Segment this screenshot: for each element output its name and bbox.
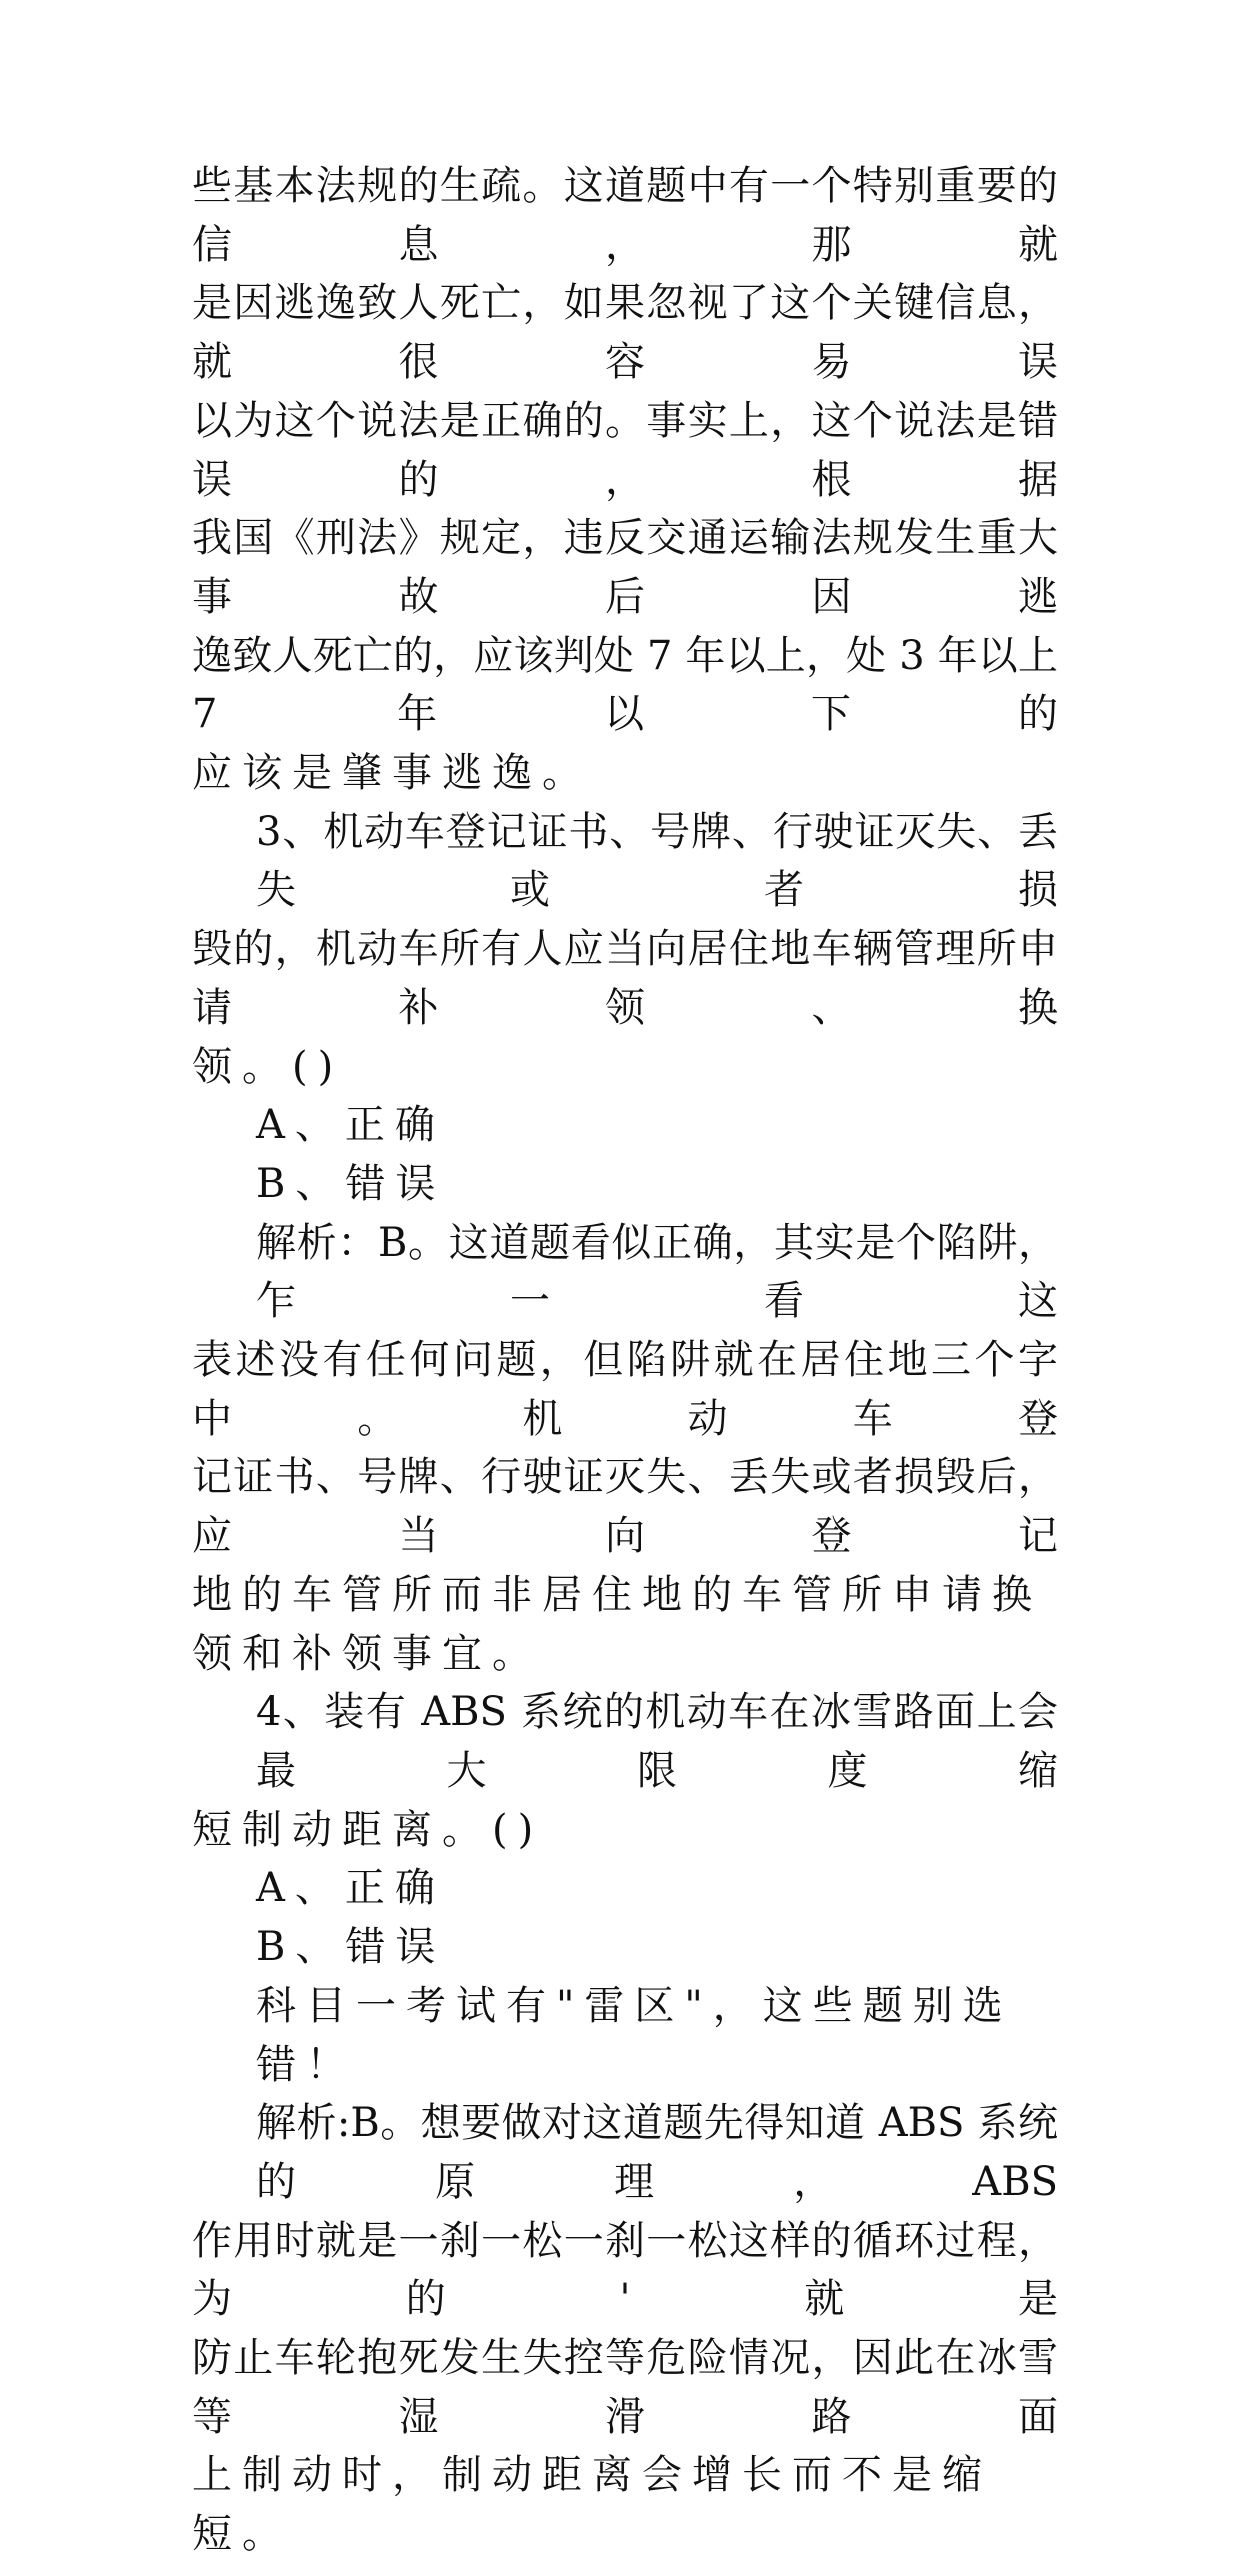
text-line: 记证书、号牌、行驶证灭失、丢失或者损毁后，应当向登记 [192,1454,1058,1560]
option-a: A、正确 [256,1102,445,1149]
text-line: 毁的，机动车所有人应当向居住地车辆管理所申请补领、换 [192,926,1058,1031]
analysis-4: 解析:B。想要做对这道题先得知道 ABS 系统的原理，ABS [256,2100,1058,2205]
text-line: 地的车管所而非居住地的车管所申请换领和补领事宜。 [192,1571,1042,1677]
text-line: 逸致人死亡的，应该判处 7 年以上，处 3 年以上 7 年以下的 [192,632,1058,738]
text-line: 些基本法规的生疏。这道题中有一个特别重要的信息，那就 [192,163,1058,268]
document-page [192,157,1058,2564]
text-line: 短制动距离。() [192,1806,544,1853]
text-line: 领。() [192,1043,344,1090]
text-line: 防止车轮抱死发生失控等危险情况，因此在冰雪等湿滑路面 [192,2335,1058,2440]
text-line: 作用时就是一刹一松一刹一松这样的循环过程，为的'就是 [192,2217,1058,2323]
option-b: B、错误 [256,1924,446,1971]
option-b: B、错误 [256,1160,446,1207]
question-3: 3、机动车登记证书、号牌、行驶证灭失、丢失或者损 [256,808,1058,914]
heading-line: 科目一考试有"雷区"，这些题别选错！ [256,1982,1013,2088]
option-a: A、正确 [256,1865,445,1912]
text-line: 表述没有任何问题，但陷阱就在居住地三个字中。机动车登 [192,1337,1058,1442]
text-line: 应该是肇事逃逸。 [192,750,592,797]
analysis-3: 解析：B。这道题看似正确，其实是个陷阱，乍一看这 [256,1219,1058,1325]
question-4: 4、装有 ABS 系统的机动车在冰雪路面上会最大限度缩 [256,1689,1058,1794]
text-line: 上制动时，制动距离会增长而不是缩短。 [192,2452,992,2558]
text-line: 以为这个说法是正确的。事实上，这个说法是错误的，根据 [192,397,1058,503]
text-line: 是因逃逸致人死亡，如果忽视了这个关键信息，就很容易误 [192,280,1058,386]
text-line: 我国《刑法》规定，违反交通运输法规发生重大事故后因逃 [192,515,1058,620]
